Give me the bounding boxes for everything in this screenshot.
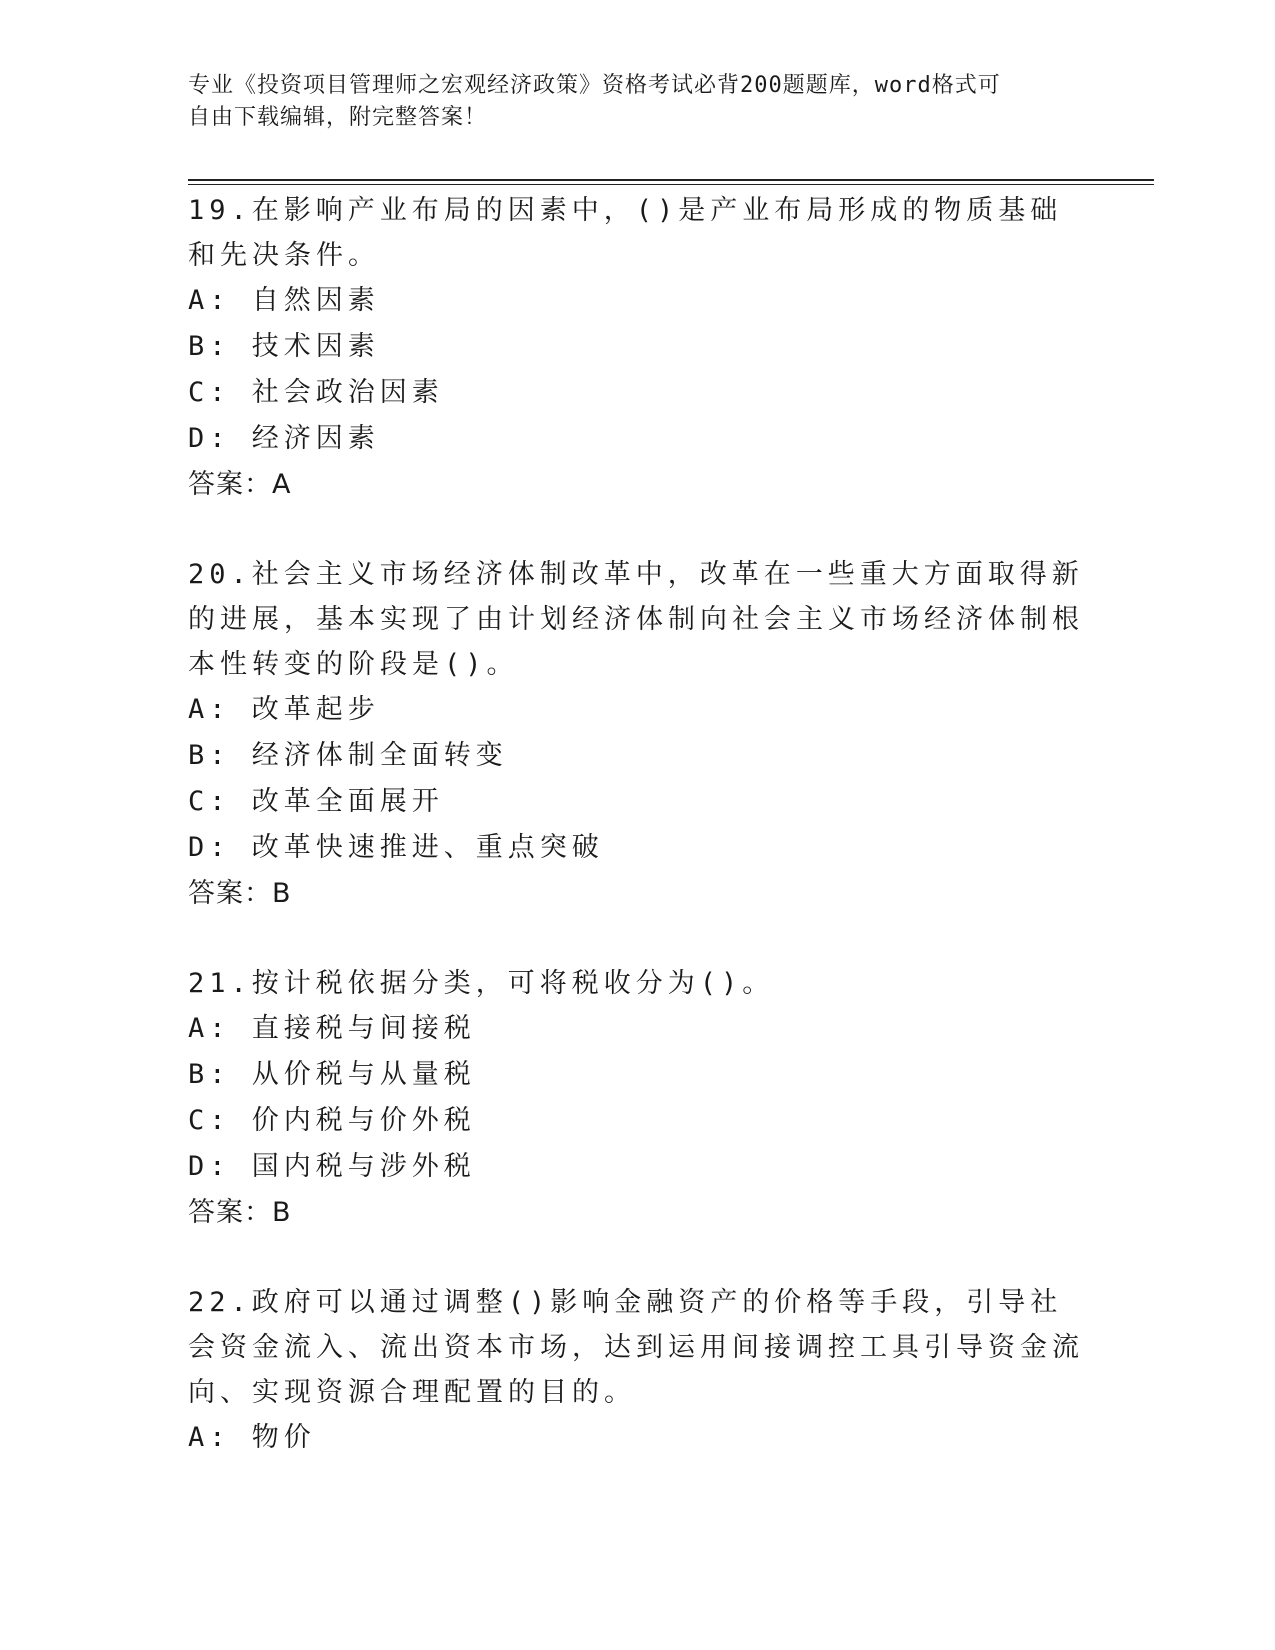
option-a: A: 直接税与间接税 <box>188 1013 476 1044</box>
question-stem: 20.社会主义市场经济体制改革中，改革在一些重大方面取得新的进展，基本实现了由计划经济体制向社会主义市场经济体制根本性转变的阶段是()。 <box>188 559 1084 680</box>
option-b: B: 经济体制全面转变 <box>188 740 508 771</box>
question-19 <box>188 188 1088 508</box>
option-c: C: 社会政治因素 <box>188 377 444 408</box>
header-line-2: 自由下载编辑，附完整答案！ <box>188 105 488 130</box>
option-a: A: 改革起步 <box>188 694 380 725</box>
answer-label: 答案：B <box>188 1197 292 1228</box>
question-stem: 19.在影响产业布局的因素中，()是产业布局形成的物质基础和先决条件。 <box>188 195 1063 271</box>
option-c: C: 价内税与价外税 <box>188 1105 476 1136</box>
question-stem: 21.按计税依据分类，可将税收分为()。 <box>188 968 775 999</box>
question-list <box>188 188 1088 1505</box>
option-d: D: 改革快速推进、重点突破 <box>188 832 604 863</box>
question-20 <box>188 552 1088 917</box>
answer-label: 答案：B <box>188 878 292 909</box>
question-22 <box>188 1280 1088 1461</box>
answer-label: 答案：A <box>188 469 292 500</box>
option-b: B: 技术因素 <box>188 331 380 362</box>
option-b: B: 从价税与从量税 <box>188 1059 476 1090</box>
header-divider-thick <box>188 179 1154 181</box>
document-header <box>188 70 1068 134</box>
question-21 <box>188 961 1088 1236</box>
question-stem: 22.政府可以通过调整()影响金融资产的价格等手段，引导社会资金流入、流出资本市场，达到运用间接调控工具引导资金流向、实现资源合理配置的目的。 <box>188 1287 1084 1408</box>
option-a: A: 物价 <box>188 1422 316 1453</box>
header-line-1: 专业《投资项目管理师之宏观经济政策》资格考试必背200题题库，word格式可 <box>188 73 1001 98</box>
option-c: C: 改革全面展开 <box>188 786 444 817</box>
option-d: D: 国内税与涉外税 <box>188 1151 476 1182</box>
option-d: D: 经济因素 <box>188 423 380 454</box>
option-a: A: 自然因素 <box>188 285 380 316</box>
header-divider-thin <box>188 184 1154 185</box>
